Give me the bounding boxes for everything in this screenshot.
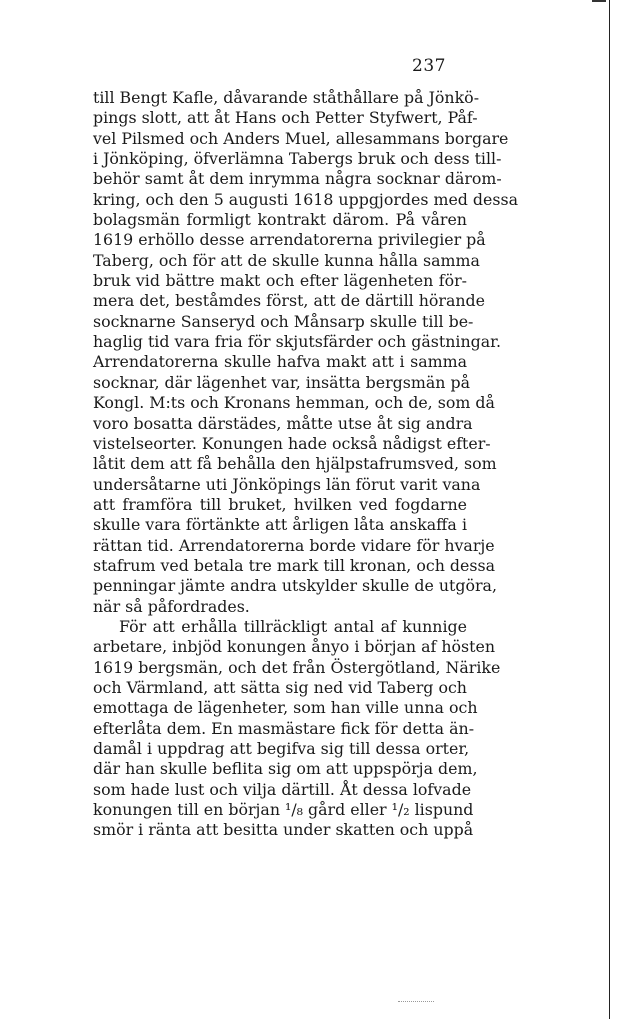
text-line: socknarne Sanseryd och Månsarp skulle till be- [93, 311, 474, 331]
text-line: voro bosatta därstädes, måtte utse åt sig andra [93, 413, 473, 433]
text-line: låtit dem att få behålla den hjälpstafrumsved, som [93, 454, 497, 474]
paragraph-2 [93, 616, 501, 841]
text-line: penningar jämte andra utskylder skulle de utgöra, [93, 576, 498, 596]
text-line: damål i uppdrag att begifva sig till dessa orter, [93, 739, 470, 758]
text-line: behör samt åt dem inrymma några socknar därom- [93, 169, 502, 189]
text-line: mera det, beståmdes först, att de därtill hörande [93, 291, 485, 311]
text-line: i Jönköping, öfverlämna Tabergs bruk och dess till- [93, 149, 502, 169]
page-corner-mark [592, 0, 606, 2]
text-line: emottaga de lägenheter, som han ville unna och [93, 698, 478, 718]
body-text [93, 88, 519, 841]
text-line: att framföra till bruket, hvilken ved fogdarne [93, 494, 467, 514]
text-line: 1619 bergsmän, och det från Östergötland, Närike [93, 657, 501, 677]
text-line: rättan tid. Arrendatorerna borde vidare för hvarje [93, 535, 495, 555]
text-line: bolagsmän formligt kontrakt därom. På våren [93, 210, 467, 230]
paragraph-1 [93, 88, 519, 617]
text-line: Taberg, och för att de skulle kunna hålla samma [93, 250, 480, 270]
text-line: undersåtarne uti Jönköpings län förut varit vana [93, 474, 481, 494]
text-line: 1619 erhöllo desse arrendatorerna privilegier på [93, 230, 486, 250]
text-line: när så påfordrades. [93, 596, 250, 616]
text-line: smör i ränta att besitta under skatten och uppå [93, 820, 474, 840]
text-line: där han skulle beflita sig om att uppspörja dem, [93, 759, 478, 779]
text-line: konungen till en början ¹/₈ gård eller ¹/₂ lispund [93, 800, 474, 820]
text-line: Kongl. M:ts och Kronans hemman, och de, som då [93, 393, 495, 413]
text-line: socknar, där lägenhet var, insätta bergsmän på [93, 372, 471, 392]
text-line: pings slott, att åt Hans och Petter Styfwert, Påf- [93, 108, 478, 128]
text-line: vel Pilsmed och Anders Muel, allesammans borgare [93, 128, 509, 148]
text-line: till Bengt Kafle, dåvarande ståthållare på Jönkö- [93, 88, 480, 107]
text-line: och Värmland, att sätta sig ned vid Taberg och [93, 677, 467, 697]
text-line: efterlåta dem. En masmästare fick för detta än- [93, 718, 475, 738]
text-line: arbetare, inbjöd konungen ånyo i början af hösten [93, 637, 496, 657]
text-line: bruk vid bättre makt och efter lägenheten för- [93, 271, 467, 291]
text-line: kring, och den 5 augusti 1618 uppgjordes med dessa [93, 189, 519, 209]
text-line: För att erhålla tillräckligt antal af kunnige [119, 616, 467, 636]
bottom-dotted-mark [398, 1001, 434, 1002]
page-number: 237 [412, 56, 446, 76]
text-line: skulle vara förtänkte att årligen låta anskaffa i [93, 515, 467, 535]
text-line: som hade lust och vilja därtill. Åt dessa lofvade [93, 779, 472, 799]
text-line: Arrendatorerna skulle hafva makt att i samma [93, 352, 467, 372]
text-line: stafrum ved betala tre mark till kronan, och dessa [93, 555, 495, 575]
page-edge-line [609, 0, 610, 1019]
text-line: haglig tid vara fria för skjutsfärder och gästningar. [93, 332, 501, 352]
text-line: vistelseorter. Konungen hade också nådigst efter- [93, 433, 491, 453]
